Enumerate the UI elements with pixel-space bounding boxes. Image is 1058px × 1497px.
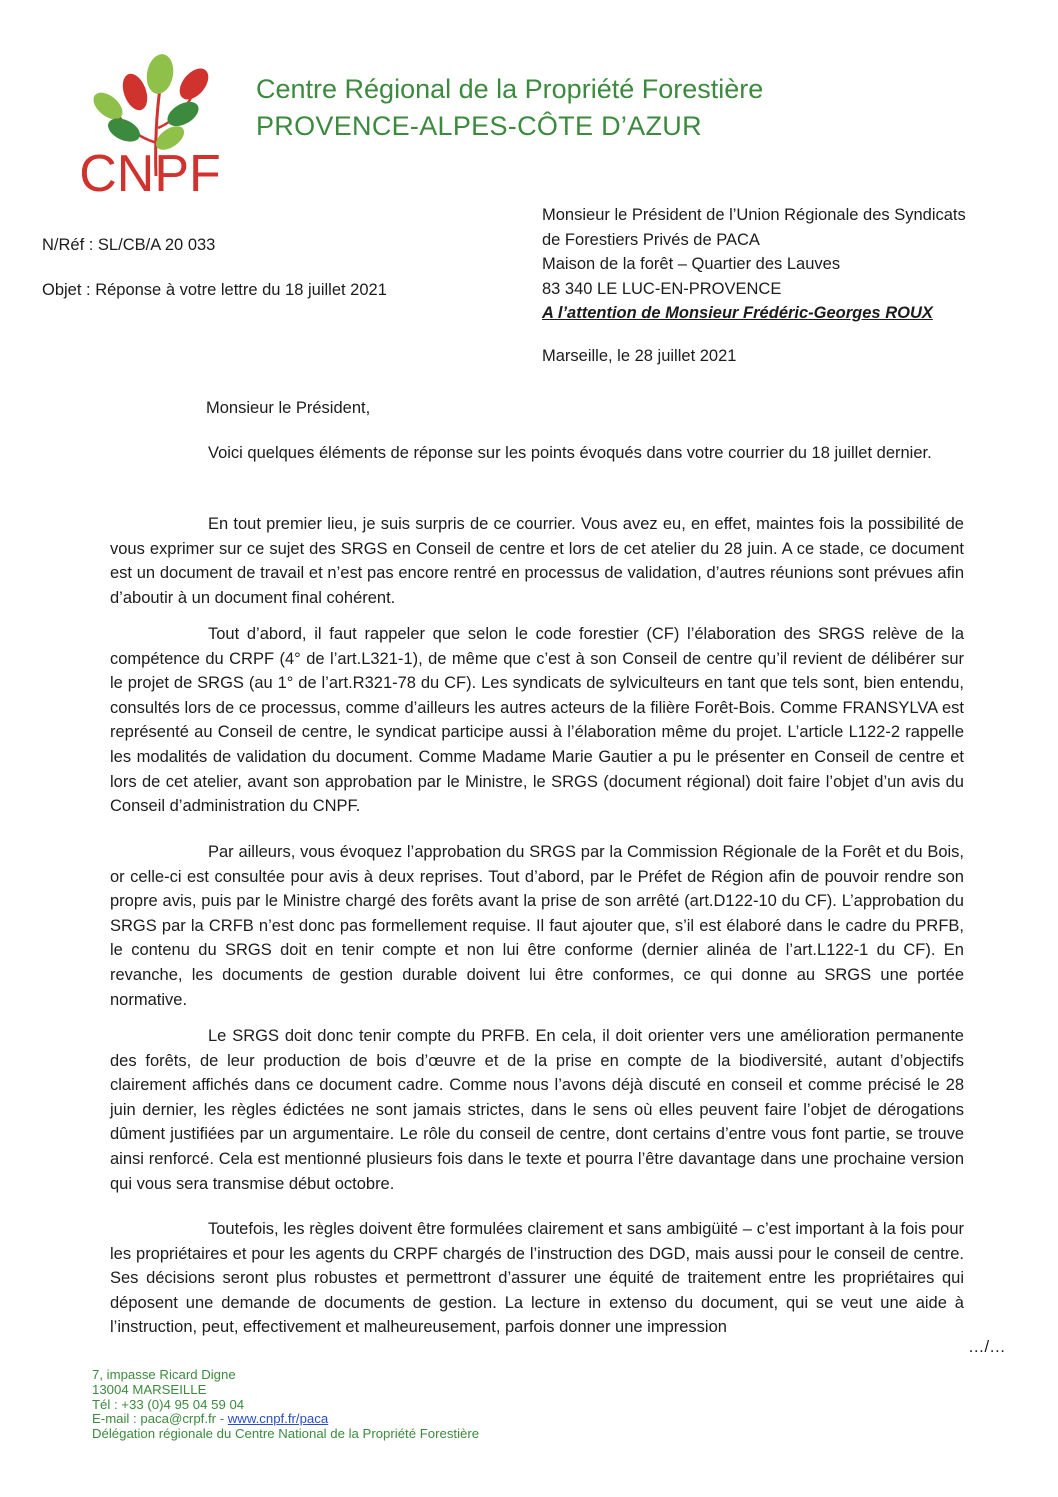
body-paragraph: Le SRGS doit donc tenir compte du PRFB. En cela, il doit orienter vers une amélioration permanente des forêts, de leur production de bois d’œuvre et de la prise en compte de la biodiversité, autant d’objectifs clairement affichés dans ce document cadre. Comme nous l’avons déjà discuté en conseil et comme précisé le 28 juin dernier, les règles édictées ne sont jamais strictes, dans le sens où elles peuvent faire l’objet de dérogations dûment justifiées par un argumentaire. Le rôle du conseil de centre, dont certains d’entre vous font partie, se trouve ainsi renforcé. Cela est mentionné plusieurs fois dans le texte et pourra l’être davantage dans une prochaine version qui vous sera transmise début octobre. (110, 1027, 964, 1193)
cnpf-logo (60, 48, 240, 198)
recipient-line: Monsieur le Président de l’Union Régionale des Syndicats (542, 206, 966, 224)
body-paragraph: Toutefois, les règles doivent être formulées clairement et sans ambigüité – c’est important à la fois pour les propriétaires et pour les agents du CRPF chargés de l’instruction des DGD, mais aussi pour le conseil de centre. Ses décisions seront plus robustes et permettront d’assurer une équité de traitement entre les propriétaires qui déposent une demande de documents de gestion. La lecture in extenso du document, qui se veut une aide à l’instruction, peut, effectivement et malheureusement, parfois donner une impression (110, 1220, 964, 1337)
footer-website-link[interactable]: www.cnpf.fr/paca (227, 1411, 329, 1427)
reference: N/Réf : SL/CB/A 20 033 (42, 236, 216, 254)
organization-name: Centre Régional de la Propriété Forestière (256, 74, 764, 104)
footer (92, 1368, 479, 1442)
footer-city: 13004 MARSEILLE (92, 1381, 207, 1397)
salutation: Monsieur le Président, (206, 399, 371, 417)
footer-phone: Tél : +33 (0)4 95 04 59 04 (92, 1396, 245, 1412)
place-date: Marseille, le 28 juillet 2021 (542, 347, 737, 365)
recipient-line: 83 340 LE LUC-EN-PROVENCE (542, 279, 782, 298)
footer-email[interactable]: E-mail : paca@crpf.fr - (92, 1411, 228, 1427)
logo-text: CNPF (79, 145, 221, 198)
subject: Objet : Réponse à votre lettre du 18 juillet 2021 (42, 281, 387, 299)
body-paragraph: Tout d’abord, il faut rappeler que selon le code forestier (CF) l’élaboration des SRGS relève de la compétence du CRPF (4° de l’art.L321-1), de même que c’est à son Conseil de centre qu’il revient de délibérer sur le projet de SRGS (au 1° de l’art.R321-78 du CF). Les syndicats de sylviculteurs en tant que tels sont, bien entendu, consultés lors de ce processus, comme d’ailleurs les autres acteurs de la filière Forêt-Bois. Comme FRANSYLVA est représenté au Conseil de centre, le syndicat participe aussi à l’élaboration même du projet. L’article L122-2 rappelle les modalités de validation du document. Comme Madame Marie Gautier a pu le présenter en Conseil de centre et lors de cet atelier, avant son approbation par le Ministre, le SRGS (document régional) doit faire l’objet d’un avis du Conseil d’administration du CNPF. (110, 625, 964, 816)
body-paragraph: Par ailleurs, vous évoquez l’approbation du SRGS par la Commission Régionale de la Forêt et du Bois, or celle-ci est consultée pour avis à deux reprises. Tout d’abord, par le Préfet de Région afin de pouvoir rendre son propre avis, puis par le Ministre chargé des forêts avant la prise de son arrêté (art.D122-10 du CF). L’approbation du SRGS par la CRFB n’est donc pas formellement requise. Il faut ajouter que, s’il est élaboré dans le cadre du PRFB, le contenu du SRGS doit en tenir compte et non lui être conforme (dernier alinéa de l’art.L122-1 du CF). En revanche, les documents de gestion durable doivent lui être conformes, ce qui donne au SRGS une portée normative. (110, 843, 964, 1009)
footer-address: 7, impasse Ricard Digne (92, 1367, 236, 1382)
footer-delegation: Délégation régionale du Centre National de la Propriété Forestière (92, 1426, 480, 1442)
recipient-line: Maison de la forêt – Quartier des Lauves (542, 255, 841, 273)
footer-contact (92, 1412, 479, 1427)
continuation-mark: …/… (968, 1338, 1006, 1356)
recipient-line: de Forestiers Privés de PACA (542, 230, 760, 249)
recipient-block (542, 203, 966, 326)
organization-region: PROVENCE-ALPES-CÔTE D’AZUR (256, 111, 702, 141)
body-paragraph: En tout premier lieu, je suis surpris de ce courrier. Vous avez eu, en effet, maintes fois la possibilité de vous exprimer sur ce sujet des SRGS en Conseil de centre et lors de cet atelier du 28 juin. A ce stade, ce document est un document de travail et n’est pas encore rentré en processus de validation, d’autres réunions sont prévues afin d’aboutir à un document final cohérent. (110, 515, 964, 607)
recipient-attention: A l’attention de Monsieur Frédéric-Georges ROUX (542, 304, 933, 322)
body-paragraph: Voici quelques éléments de réponse sur les points évoqués dans votre courrier du 18 juillet dernier. (208, 444, 932, 462)
